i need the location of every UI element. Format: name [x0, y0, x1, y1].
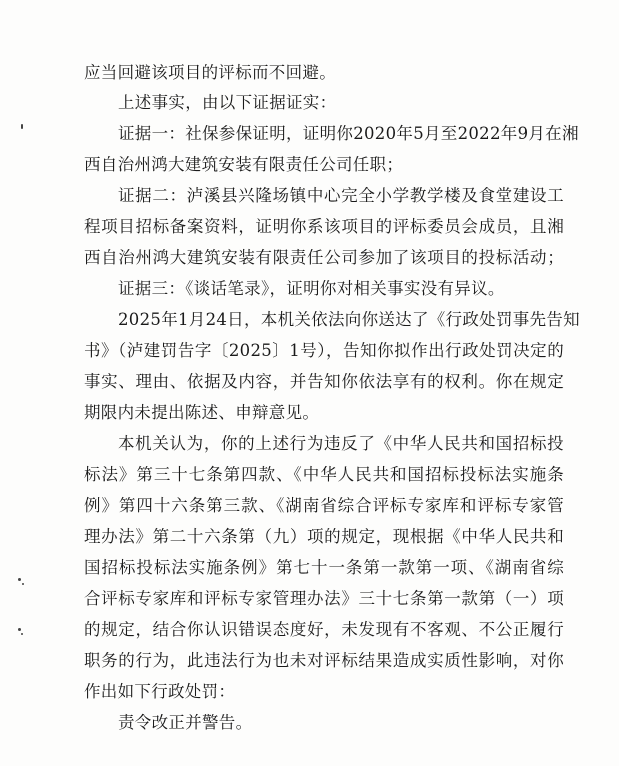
notice-line-2: 书》（泸建罚告字〔2025〕1号），告知你拟作出行政处罚决定的	[84, 341, 564, 360]
evidence-1-line-1: 证据一：社保参保证明，证明你2020年5月至2022年9月在湘	[118, 124, 579, 143]
evidence-2-line-3: 西自治州鸿大建筑安装有限责任公司参加了该项目的投标活动；	[84, 248, 564, 267]
penalty-line: 责令改正并警告。	[118, 713, 253, 732]
evidence-3-line: 证据三：《谈话笔录》，证明你对相关事实没有异议。	[118, 279, 505, 298]
finding-line-1: 本机关认为，你的上述行为违反了《中华人民共和国招标投	[118, 434, 564, 453]
evidence-2-line-1: 证据二：泸溪县兴隆场镇中心完全小学教学楼及食堂建设工	[118, 186, 564, 205]
evidence-2-line-2: 程项目招标备案资料，证明你系该项目的评标委员会成员，且湘	[84, 217, 564, 236]
scan-speck	[21, 124, 23, 129]
notice-line-1: 2025年1月24日，本机关依法向你送达了《行政处罚事先告知	[118, 310, 580, 329]
finding-line-9: 作出如下行政处罚：	[84, 682, 236, 701]
scan-speck	[18, 628, 21, 631]
evidence-1-line-2: 西自治州鸿大建筑安装有限责任公司任职；	[84, 155, 404, 174]
scan-speck	[21, 633, 23, 635]
text-line-2: 上述事实，由以下证据证实：	[118, 93, 337, 112]
finding-line-8: 职务的行为，此违法行为也未对评标结果造成实质性影响，对你	[84, 651, 564, 670]
notice-line-4: 期限内未提出陈述、申辩意见。	[84, 403, 320, 422]
finding-line-4: 理办法》第二十六条第（九）项的规定，现根据《中华人民共和	[84, 527, 564, 546]
finding-line-3: 例》第四十六条第三款、《湖南省综合评标专家库和评标专家管	[84, 496, 564, 515]
scan-speck	[22, 583, 24, 585]
finding-line-7: 的规定，结合你认识错误态度好，未发现有不客观、不公正履行	[84, 620, 564, 639]
notice-line-3: 事实、理由、依据及内容，并告知你依法享有的权利。你在规定	[84, 372, 564, 391]
finding-line-6: 合评标专家库和评标专家管理办法》三十七条第一款第（一）项	[84, 589, 564, 608]
finding-line-2: 标法》第三十七条第四款、《中华人民共和国招标投标法实施条	[84, 465, 564, 484]
finding-line-5: 国招标投标法实施条例》第七十一条第一款第一项、《湖南省综	[84, 558, 564, 577]
text-line-1: 应当回避该项目的评标而不回避。	[84, 63, 336, 82]
scan-speck	[18, 578, 21, 581]
